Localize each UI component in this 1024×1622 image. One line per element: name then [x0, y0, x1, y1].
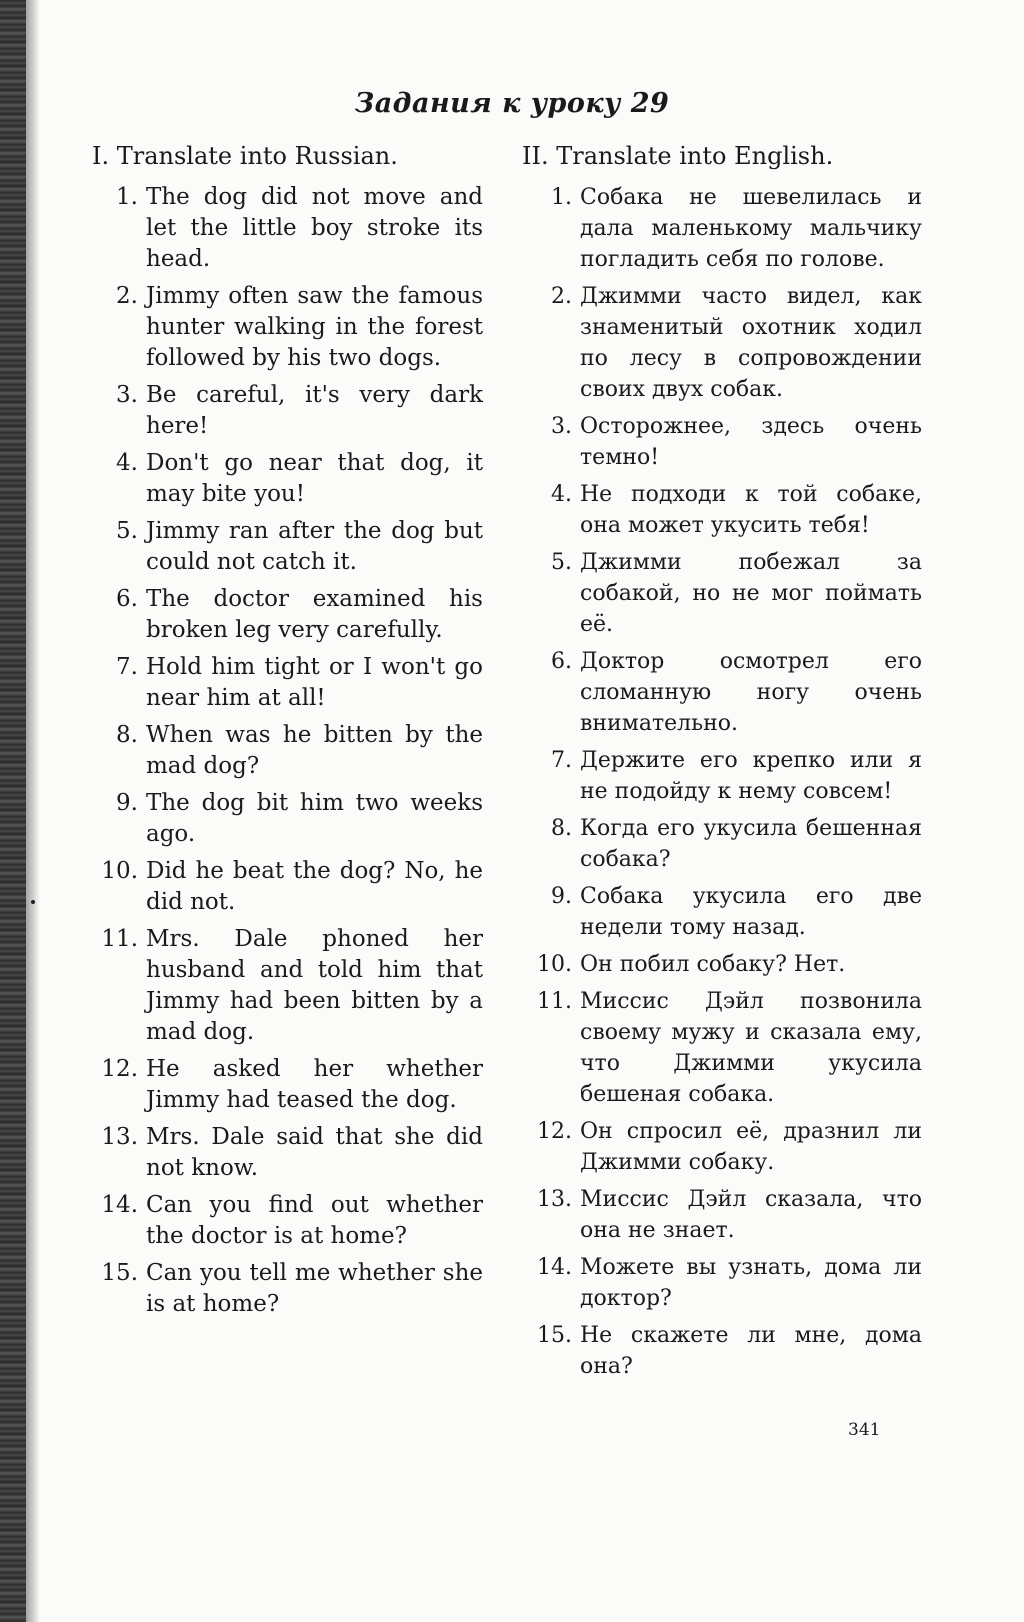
item-text: Jimmy often saw the famous hunter walking in the forest followed by his two dogs. [146, 283, 483, 371]
item-number: 3. [116, 382, 138, 408]
exercise-item [522, 1116, 922, 1178]
exercise-item [522, 881, 922, 943]
item-number: 1. [551, 185, 572, 210]
item-number: 8. [551, 816, 572, 841]
exercise-item [88, 1122, 483, 1184]
exercise-item [522, 281, 922, 405]
exercise-item [88, 1258, 483, 1320]
exercise-item [88, 281, 483, 374]
exercise-item [522, 1252, 922, 1314]
item-text: Не подходи к той собаке, она может укусить тебя! [580, 482, 922, 538]
item-number: 9. [116, 790, 138, 816]
exercise-item [522, 411, 922, 473]
item-text: Не скажете ли мне, дома она? [580, 1323, 922, 1379]
item-number: 6. [116, 586, 138, 612]
item-number: 13. [537, 1187, 572, 1212]
item-text: Осторожнее, здесь очень темно! [580, 414, 922, 470]
item-text: The dog did not move and let the little boy stroke its head. [146, 184, 483, 272]
item-text: The doctor examined his broken leg very carefully. [146, 586, 483, 643]
item-text: Можете вы узнать, дома ли доктор? [580, 1255, 922, 1311]
exercise-item [88, 720, 483, 782]
exercise-item [522, 182, 922, 275]
exercise-two-heading: II. Translate into English. [522, 142, 834, 170]
item-number: 14. [101, 1192, 138, 1218]
item-number: 12. [537, 1119, 572, 1144]
exercise-item [522, 986, 922, 1110]
item-number: 3. [551, 414, 572, 439]
item-text: Собака не шевелилась и дала маленькому мальчику погладить себя по голове. [580, 185, 922, 272]
item-text: Can you tell me whether she is at home? [146, 1260, 483, 1317]
item-number: 4. [116, 450, 138, 476]
exercise-item [88, 182, 483, 275]
item-text: Mrs. Dale phoned her husband and told him that Jimmy had been bitten by a mad dog. [146, 926, 483, 1045]
item-text: Can you find out whether the doctor is at home? [146, 1192, 483, 1249]
item-text: Джимми побежал за собакой, но не мог поймать её. [580, 550, 922, 637]
exercise-item [522, 479, 922, 541]
exercise-item [88, 516, 483, 578]
exercise-one-column [88, 140, 483, 1326]
item-text: Держите его крепко или я не подойду к нему совсем! [580, 748, 922, 804]
item-number: 12. [101, 1056, 138, 1082]
exercise-two-column [522, 140, 922, 1388]
exercise-one-list [88, 182, 483, 1320]
item-number: 11. [537, 989, 572, 1014]
page-title: Задания к уроку 29 [354, 88, 670, 119]
exercise-item [88, 924, 483, 1048]
item-number: 8. [116, 722, 138, 748]
exercise-item [522, 745, 922, 807]
exercise-item [88, 1190, 483, 1252]
item-number: 5. [551, 550, 572, 575]
item-number: 11. [101, 926, 138, 952]
binding-edge [0, 0, 26, 1622]
item-number: 10. [537, 952, 572, 977]
item-number: 13. [101, 1124, 138, 1150]
item-text: Собака укусила его две недели тому назад. [580, 884, 922, 940]
item-text: Jimmy ran after the dog but could not catch it. [146, 518, 483, 575]
item-number: 1. [116, 184, 138, 210]
item-number: 9. [551, 884, 572, 909]
exercise-item [88, 788, 483, 850]
exercise-one-heading: I. Translate into Russian. [92, 142, 398, 170]
exercise-item [88, 448, 483, 510]
item-text: Миссис Дэйл сказала, что она не знает. [580, 1187, 922, 1243]
item-text: Mrs. Dale said that she did not know. [146, 1124, 483, 1181]
item-number: 5. [116, 518, 138, 544]
item-text: The dog bit him two weeks ago. [146, 790, 483, 847]
item-number: 2. [551, 284, 572, 309]
exercise-two-list [522, 182, 922, 1382]
item-text: Он спросил её, дразнил ли Джимми собаку. [580, 1119, 922, 1175]
item-text: Доктор осмотрел его сломанную ногу очень внимательно. [580, 649, 922, 736]
scan-speck [31, 900, 35, 904]
item-text: Когда его укусила бешенная собака? [580, 816, 922, 872]
item-number: 7. [116, 654, 138, 680]
item-number: 6. [551, 649, 572, 674]
exercise-item [88, 1054, 483, 1116]
page-number: 341 [848, 1420, 881, 1440]
item-number: 2. [116, 283, 138, 309]
item-text: When was he bitten by the mad dog? [146, 722, 483, 779]
exercise-item [88, 584, 483, 646]
item-number: 15. [101, 1260, 138, 1286]
item-text: Он побил собаку? Нет. [580, 952, 846, 977]
exercise-item [522, 949, 922, 980]
exercise-item [88, 380, 483, 442]
exercise-item [522, 1320, 922, 1382]
item-text: Did he beat the dog? No, he did not. [146, 858, 483, 915]
exercise-item [88, 856, 483, 918]
item-number: 4. [551, 482, 572, 507]
item-number: 15. [537, 1323, 572, 1348]
exercise-item [522, 813, 922, 875]
item-text: Don't go near that dog, it may bite you! [146, 450, 483, 507]
item-text: Be careful, it's very dark here! [146, 382, 483, 439]
exercise-item [88, 652, 483, 714]
exercise-item [522, 1184, 922, 1246]
exercise-item [522, 646, 922, 739]
item-text: Миссис Дэйл позвонила своему мужу и сказала ему, что Джимми укусила бешеная собака. [580, 989, 922, 1107]
item-number: 10. [101, 858, 138, 884]
item-text: Hold him tight or I won't go near him at all! [146, 654, 483, 711]
exercise-item [522, 547, 922, 640]
item-text: Джимми часто видел, как знаменитый охотник ходил по лесу в сопровождении своих двух собак. [580, 284, 922, 402]
item-number: 14. [537, 1255, 572, 1280]
binding-shadow [26, 0, 40, 1622]
item-number: 7. [551, 748, 572, 773]
item-text: He asked her whether Jimmy had teased the dog. [146, 1056, 483, 1113]
